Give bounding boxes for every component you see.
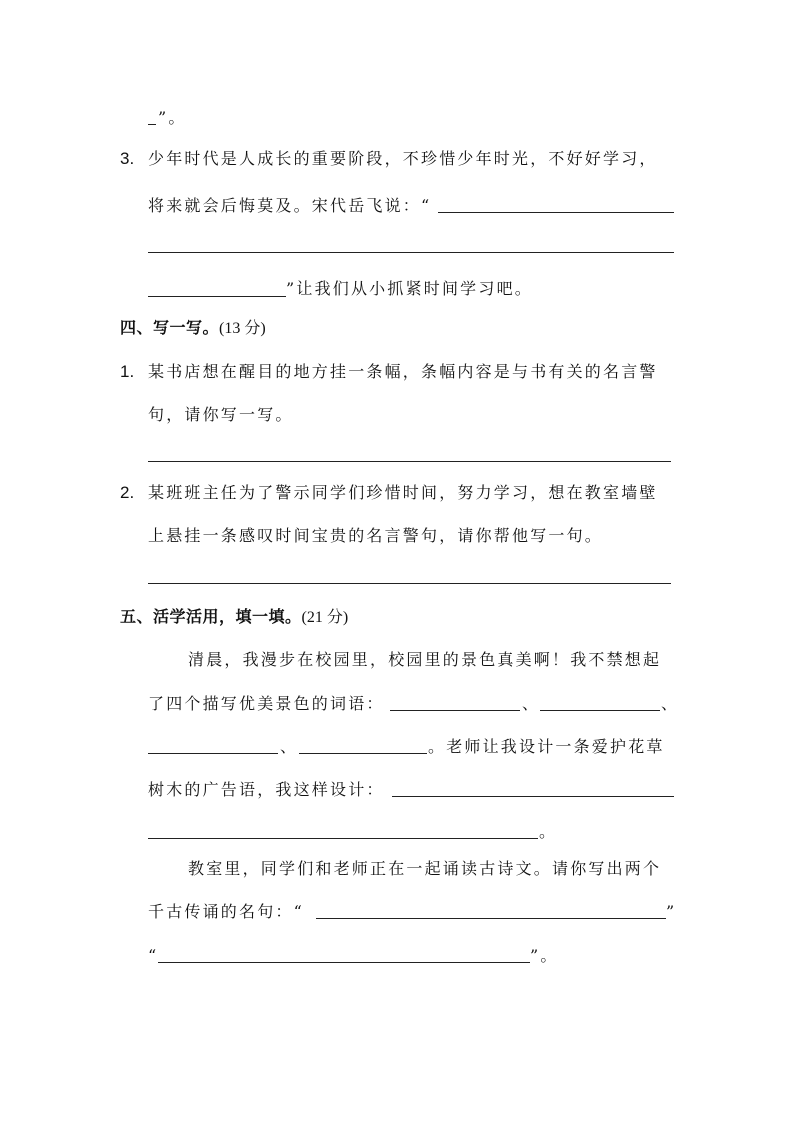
s5-paragraph-2-line-2: 千古传诵的名句：“ [148, 902, 304, 921]
s5-paragraph-1-line-2: 了四个描写优美景色的词语： [148, 694, 385, 713]
closing-quote: ”。 [158, 108, 187, 127]
q4-1-text-line-2: 句，请你写一写。 [148, 405, 294, 424]
s5-paragraph-1-line-1: 清晨，我漫步在校园里，校园里的景色真美啊！我不禁想起 [188, 650, 662, 669]
separator-comma-1: 、 [522, 694, 541, 713]
quote-2-open: “ [148, 946, 159, 965]
s5-paragraph-1-line-3: 。老师让我设计一条爱护花草 [428, 737, 665, 756]
q3-text-line-4: ”让我们从小抓紧时间学习吧。 [286, 279, 533, 298]
section-5-title-text: 五、活学活用，填一填。 [120, 607, 302, 626]
section-4-score: (13 分) [219, 320, 266, 337]
answer-blank-q3-a[interactable] [438, 212, 674, 213]
separator-comma-3: 、 [280, 737, 299, 756]
question-number-4-1: 1. [120, 362, 135, 381]
answer-blank-q4-2[interactable] [148, 583, 671, 584]
answer-blank-quote-1[interactable] [316, 918, 666, 919]
s5-paragraph-1-line-4: 树木的广告语，我这样设计： [148, 780, 385, 799]
slogan-period: 。 [539, 822, 558, 841]
answer-blank-word-3[interactable] [148, 753, 278, 754]
section-4-title-text: 四、写一写。 [120, 318, 220, 337]
q4-2-text-line-2: 上悬挂一条感叹时间宝贵的名言警句，请你帮他写一句。 [148, 526, 604, 545]
quote-2-close: ”。 [530, 946, 559, 965]
answer-blank-q4-1[interactable] [148, 461, 671, 462]
answer-blank-word-2[interactable] [540, 710, 660, 711]
answer-blank-q2-tail[interactable] [148, 124, 156, 125]
q4-1-text-line-1: 某书店想在醒目的地方挂一条幅，条幅内容是与书有关的名言警 [148, 362, 658, 381]
answer-blank-slogan-b[interactable] [148, 838, 538, 839]
answer-blank-word-1[interactable] [390, 710, 520, 711]
q4-2-text-line-1: 某班班主任为了警示同学们珍惜时间，努力学习，想在教室墙壁 [148, 483, 658, 502]
section-4-title [120, 318, 266, 339]
quote-1-close: ” [666, 902, 677, 921]
section-5-title [120, 607, 348, 628]
answer-blank-word-4[interactable] [299, 753, 427, 754]
q3-text-line-1: 少年时代是人成长的重要阶段，不珍惜少年时光，不好好学习， [148, 149, 658, 168]
answer-blank-slogan-a[interactable] [392, 796, 674, 797]
answer-blank-q3-b[interactable] [148, 252, 674, 253]
question-number-4-2: 2. [120, 483, 135, 502]
answer-blank-quote-2[interactable] [158, 962, 530, 963]
q3-text-line-2: 将来就会后悔莫及。宋代岳飞说：“ [148, 196, 432, 215]
question-number-3: 3. [120, 149, 135, 168]
s5-paragraph-2-line-1: 教室里，同学们和老师正在一起诵读古诗文。请你写出两个 [188, 859, 662, 878]
section-5-score: (21 分) [301, 609, 349, 626]
separator-comma-2: 、 [661, 694, 680, 713]
answer-blank-q3-c[interactable] [148, 296, 286, 297]
